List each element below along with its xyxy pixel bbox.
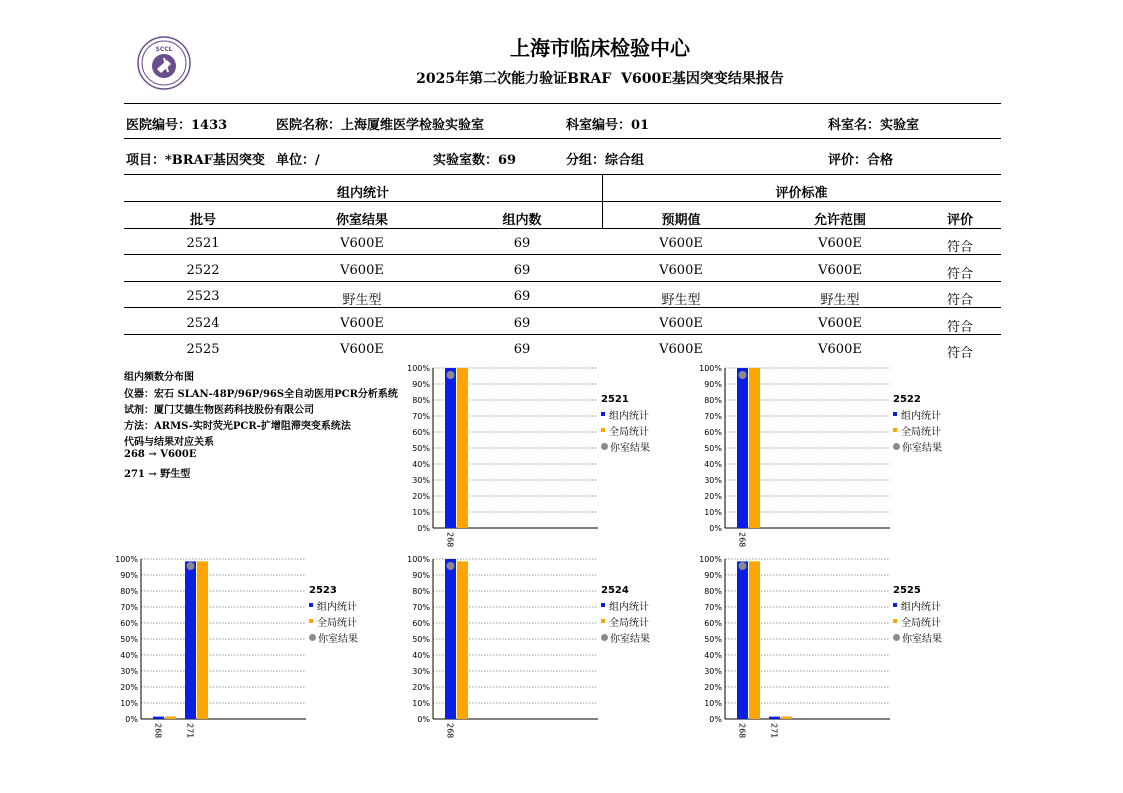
legend-swatch	[893, 428, 897, 432]
cell-expected: 野生型	[661, 293, 701, 309]
y-tick-label: 30%	[120, 667, 138, 676]
chart-title: 2524	[601, 585, 629, 596]
y-tick-label: 100%	[699, 555, 722, 564]
chart-title: 2522	[893, 394, 921, 405]
unit: 单位：/	[276, 153, 320, 168]
y-tick-label: 80%	[704, 396, 722, 405]
y-tick-label: 100%	[407, 364, 430, 373]
legend-group-stat	[893, 406, 942, 422]
group-stat-header: 组内统计	[336, 186, 389, 201]
y-tick-label: 10%	[704, 699, 722, 708]
chart-canvas	[699, 364, 999, 568]
y-tick-label: 80%	[120, 587, 138, 596]
table-row-divider	[124, 254, 1001, 255]
y-tick-label: 10%	[412, 699, 430, 708]
y-tick-label: 40%	[412, 651, 430, 660]
y-tick-label: 90%	[704, 380, 722, 389]
y-tick-label: 50%	[704, 444, 722, 453]
frequency-chart-2524	[407, 555, 707, 749]
legend-dot	[601, 634, 608, 641]
divider	[124, 103, 1001, 104]
report-subtitle: 2025年第二次能力验证BRAF V600E基因突变结果报告	[416, 71, 784, 87]
legend-label: 全局统计	[609, 426, 649, 438]
y-tick-label: 60%	[704, 619, 722, 628]
notes-title: 组内频数分布图	[124, 372, 194, 383]
cell-range: V600E	[818, 342, 862, 358]
your-result-marker	[187, 562, 195, 570]
cell-expected: V600E	[659, 236, 703, 251]
logo-text: SCCL	[155, 46, 173, 53]
legend-dot	[601, 443, 608, 450]
col-batch: 批号	[189, 213, 216, 228]
chart-title: 2521	[601, 394, 629, 405]
cell-evaluation: 符合	[946, 240, 973, 255]
y-tick-label: 70%	[704, 603, 722, 612]
y-tick-label: 60%	[412, 428, 430, 437]
y-tick-label: 20%	[704, 492, 722, 501]
bar-group-stat-268	[737, 561, 748, 719]
y-tick-label: 60%	[412, 619, 430, 628]
y-tick-label: 30%	[412, 476, 430, 485]
legend-dot	[893, 443, 900, 450]
divider	[124, 201, 1001, 202]
legend-label: 全局统计	[317, 617, 357, 629]
bar-global-stat-271	[197, 561, 208, 719]
chart-canvas	[407, 555, 707, 759]
y-tick-label: 100%	[407, 555, 430, 564]
cell-your-result: V600E	[340, 342, 384, 358]
frequency-chart-2522	[699, 364, 999, 558]
legend-swatch	[893, 619, 897, 623]
legend-swatch	[601, 412, 605, 416]
y-tick-label: 0%	[417, 715, 430, 724]
legend-your-result	[601, 629, 650, 645]
chart-canvas	[115, 555, 415, 759]
y-tick-label: 100%	[699, 364, 722, 373]
bar-group-stat-271	[769, 717, 780, 719]
legend-label: 组内统计	[609, 601, 649, 613]
bar-global-stat-268	[457, 368, 468, 528]
y-tick-label: 70%	[120, 603, 138, 612]
y-tick-label: 10%	[704, 508, 722, 517]
legend-global-stat	[893, 613, 942, 629]
y-tick-label: 70%	[704, 412, 722, 421]
chart-legend	[893, 394, 942, 454]
chart-title: 2525	[893, 585, 921, 596]
evaluation: 评价：合格	[828, 153, 894, 168]
cell-your-result: V600E	[340, 236, 384, 251]
legend-label: 你室结果	[318, 633, 358, 645]
y-tick-label: 0%	[417, 524, 430, 533]
y-tick-label: 50%	[412, 444, 430, 453]
legend-swatch	[309, 603, 313, 607]
col-your-result: 你室结果	[335, 213, 388, 228]
y-tick-label: 10%	[120, 699, 138, 708]
mapping-title: 代码与结果对应关系	[124, 437, 214, 448]
cell-group-count: 69	[513, 315, 531, 331]
chart-title: 2523	[309, 585, 337, 596]
chart-legend	[601, 394, 650, 454]
cell-evaluation: 符合	[946, 319, 973, 335]
y-tick-label: 30%	[412, 667, 430, 676]
bar-group-stat-268	[445, 559, 456, 719]
legend-swatch	[893, 412, 897, 416]
x-tick-label: 268	[445, 723, 455, 739]
y-tick-label: 80%	[412, 587, 430, 596]
y-tick-label: 20%	[412, 492, 430, 501]
your-result-marker	[447, 562, 455, 570]
divider	[124, 174, 1001, 175]
bar-group-stat-271	[185, 561, 196, 719]
y-tick-label: 20%	[412, 683, 430, 692]
chart-canvas	[407, 364, 707, 568]
criteria-header: 评价标准	[775, 186, 828, 201]
legend-label: 你室结果	[610, 442, 650, 454]
frequency-chart-2525	[699, 555, 999, 749]
x-tick-label: 268	[153, 723, 163, 739]
legend-label: 组内统计	[901, 410, 941, 422]
bar-group-stat-268	[445, 368, 456, 528]
hospital-name: 医院名称：上海厦维医学检验实验室	[276, 118, 485, 133]
legend-your-result	[893, 629, 942, 645]
chart-canvas	[699, 555, 999, 759]
cell-your-result: V600E	[340, 262, 384, 278]
divider	[124, 228, 1001, 229]
cell-range: V600E	[818, 315, 862, 331]
legend-your-result	[309, 629, 358, 645]
group: 分组：综合组	[566, 153, 645, 168]
x-tick-label: 268	[737, 723, 747, 739]
mapping-268: 268 → V600E	[124, 449, 197, 460]
legend-dot	[893, 634, 900, 641]
legend-label: 全局统计	[901, 617, 941, 629]
cell-batch: 2522	[186, 262, 220, 278]
table-row-divider	[124, 334, 1001, 335]
lab-count: 实验室数：69	[433, 153, 517, 168]
y-tick-label: 80%	[704, 587, 722, 596]
y-tick-label: 100%	[115, 555, 138, 564]
your-result-marker	[447, 371, 455, 379]
bar-group-stat-268	[153, 717, 164, 719]
legend-label: 组内统计	[901, 601, 941, 613]
legend-global-stat	[893, 422, 942, 438]
page-title: 上海市临床检验中心	[510, 36, 690, 60]
cell-batch: 2521	[186, 236, 220, 251]
bar-global-stat-268	[749, 561, 760, 719]
bar-global-stat-271	[781, 717, 792, 719]
legend-label: 你室结果	[610, 633, 650, 645]
y-tick-label: 20%	[704, 683, 722, 692]
cell-your-result: 野生型	[342, 293, 382, 309]
bar-global-stat-268	[165, 717, 176, 719]
x-tick-label: 268	[445, 532, 455, 548]
hospital-no: 医院编号：1433	[126, 118, 228, 133]
y-tick-label: 50%	[412, 635, 430, 644]
y-tick-label: 50%	[704, 635, 722, 644]
y-tick-label: 40%	[412, 460, 430, 469]
legend-group-stat	[309, 597, 358, 613]
legend-swatch	[601, 428, 605, 432]
col-evaluation: 评价	[946, 213, 973, 228]
item: 项目：*BRAF基因突变	[126, 153, 265, 168]
bar-global-stat-268	[457, 561, 468, 719]
y-tick-label: 10%	[412, 508, 430, 517]
cell-range: V600E	[818, 262, 862, 278]
legend-swatch	[893, 603, 897, 607]
cell-group-count: 69	[513, 342, 531, 358]
y-tick-label: 20%	[120, 683, 138, 692]
cell-evaluation: 符合	[946, 346, 973, 362]
frequency-chart-2521	[407, 364, 707, 558]
sccl-logo	[137, 36, 191, 90]
instrument: 仪器：宏石 SLAN-48P/96P/96S全自动医用PCR分析系统	[124, 389, 398, 400]
divider	[124, 138, 1001, 139]
col-expected: 预期值	[661, 213, 701, 228]
cell-expected: V600E	[659, 315, 703, 331]
y-tick-label: 0%	[709, 524, 722, 533]
y-tick-label: 60%	[120, 619, 138, 628]
cell-evaluation: 符合	[946, 293, 973, 309]
cell-range: 野生型	[820, 293, 860, 309]
legend-label: 组内统计	[609, 410, 649, 422]
y-tick-label: 80%	[412, 396, 430, 405]
legend-label: 全局统计	[609, 617, 649, 629]
cell-your-result: V600E	[340, 315, 384, 331]
table-row-divider	[124, 307, 1001, 308]
col-range: 允许范围	[813, 213, 866, 228]
cell-range: V600E	[818, 236, 862, 251]
legend-label: 你室结果	[902, 442, 942, 454]
cell-group-count: 69	[513, 236, 531, 251]
cell-expected: V600E	[659, 342, 703, 358]
y-tick-label: 30%	[704, 667, 722, 676]
reagent: 试剂：厦门艾德生物医药科技股份有限公司	[124, 405, 314, 416]
legend-swatch	[309, 619, 313, 623]
y-tick-label: 50%	[120, 635, 138, 644]
legend-global-stat	[601, 613, 650, 629]
legend-group-stat	[601, 597, 650, 613]
dept-name: 科室名：实验室	[828, 118, 920, 133]
cell-group-count: 69	[513, 289, 531, 305]
cell-expected: V600E	[659, 262, 703, 278]
legend-global-stat	[309, 613, 358, 629]
cell-group-count: 69	[513, 262, 531, 278]
bar-group-stat-268	[737, 368, 748, 528]
y-tick-label: 0%	[709, 715, 722, 724]
y-tick-label: 90%	[412, 380, 430, 389]
legend-label: 全局统计	[901, 426, 941, 438]
x-tick-label: 271	[185, 723, 195, 739]
y-tick-label: 90%	[704, 571, 722, 580]
legend-swatch	[601, 619, 605, 623]
x-tick-label: 271	[769, 723, 779, 739]
bar-global-stat-268	[749, 368, 760, 528]
cell-evaluation: 符合	[946, 266, 973, 282]
y-tick-label: 30%	[704, 476, 722, 485]
y-tick-label: 40%	[120, 651, 138, 660]
method: 方法：ARMS-实时荧光PCR-扩增阻滞突变系统法	[124, 421, 351, 432]
table-row-divider	[124, 281, 1001, 282]
cell-batch: 2523	[186, 289, 220, 305]
y-tick-label: 0%	[125, 715, 138, 724]
cell-batch: 2525	[186, 342, 220, 358]
y-tick-label: 90%	[120, 571, 138, 580]
legend-dot	[309, 634, 316, 641]
col-group-count: 组内数	[502, 213, 542, 228]
chart-legend	[893, 585, 942, 645]
y-tick-label: 90%	[412, 571, 430, 580]
your-result-marker	[739, 371, 747, 379]
legend-swatch	[601, 603, 605, 607]
y-tick-label: 40%	[704, 460, 722, 469]
cell-batch: 2524	[186, 315, 220, 331]
chart-legend	[309, 585, 358, 645]
legend-global-stat	[601, 422, 650, 438]
y-tick-label: 60%	[704, 428, 722, 437]
y-tick-label: 70%	[412, 603, 430, 612]
y-tick-label: 40%	[704, 651, 722, 660]
legend-group-stat	[893, 597, 942, 613]
legend-your-result	[601, 438, 650, 454]
x-tick-label: 268	[737, 532, 747, 548]
y-tick-label: 70%	[412, 412, 430, 421]
legend-group-stat	[601, 406, 650, 422]
mapping-271: 271 → 野生型	[124, 469, 191, 480]
legend-label: 组内统计	[317, 601, 357, 613]
your-result-marker	[739, 562, 747, 570]
chart-legend	[601, 585, 650, 645]
legend-label: 你室结果	[902, 633, 942, 645]
legend-your-result	[893, 438, 942, 454]
dept-no: 科室编号：01	[566, 118, 650, 133]
frequency-chart-2523	[115, 555, 415, 749]
